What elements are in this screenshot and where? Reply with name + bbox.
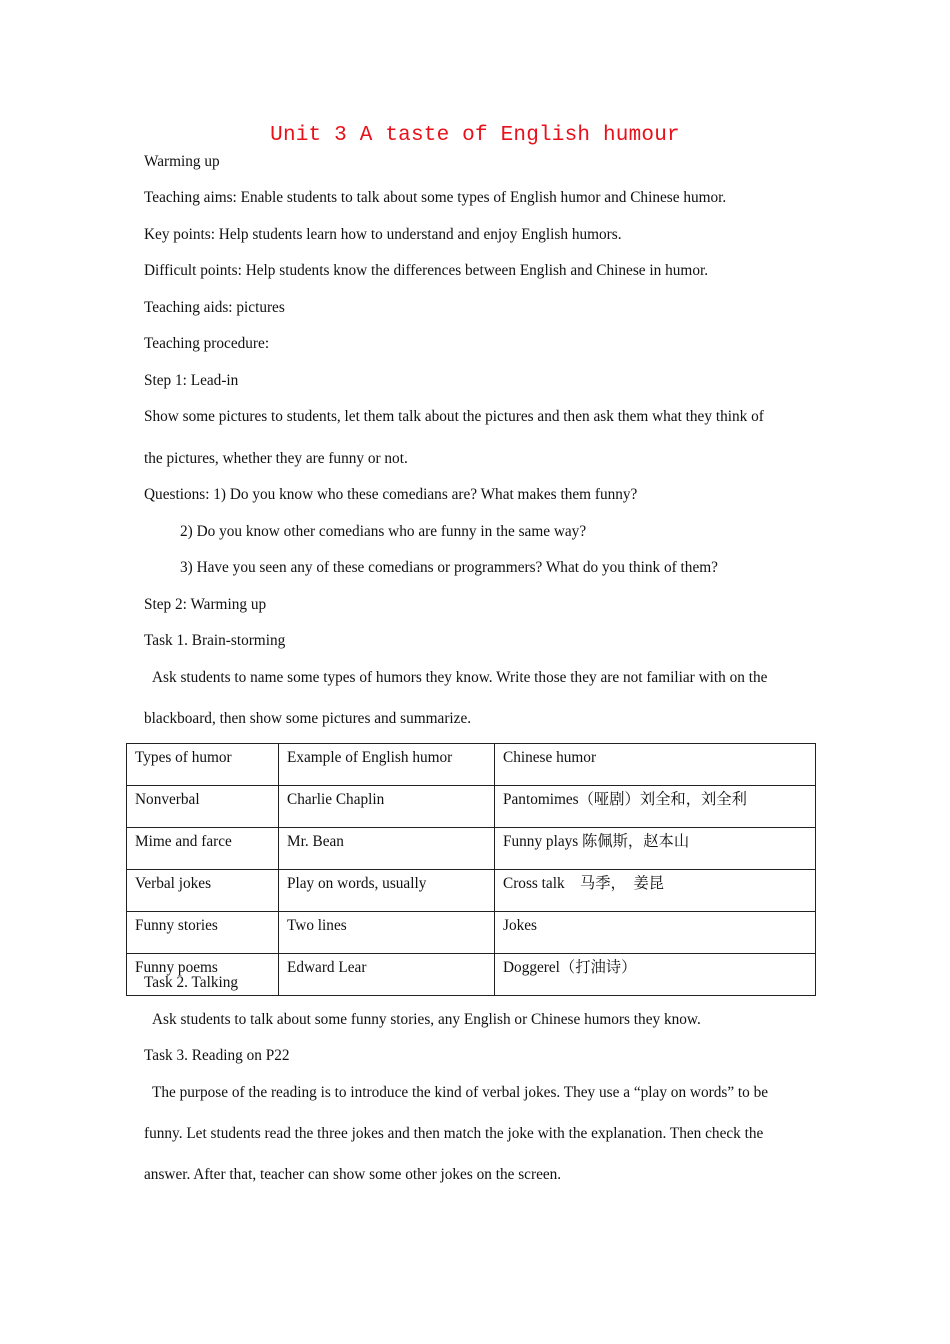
table-cell: Edward Lear — [279, 954, 495, 996]
table-row — [127, 828, 816, 870]
table-cell: Charlie Chaplin — [279, 786, 495, 828]
table-cell: Pantomimes（哑剧）刘全和，刘全利 — [495, 786, 816, 828]
question-1: Questions: 1) Do you know who these comedians are? What makes them funny? — [144, 486, 638, 503]
step2-heading: Step 2: Warming up — [144, 596, 267, 613]
document-title: Unit 3 A taste of English humour — [270, 124, 680, 147]
task3-text-line-3: answer. After that, teacher can show some other jokes on the screen. — [144, 1166, 562, 1183]
table-cell: Cross talk 马季， 姜昆 — [495, 870, 816, 912]
table-header-cell: Chinese humor — [495, 744, 816, 786]
teaching-aims: Teaching aims: Enable students to talk about some types of English humor and Chinese humor. — [144, 189, 727, 206]
table-cell: Jokes — [495, 912, 816, 954]
humor-types-table — [126, 743, 816, 996]
table-header-cell: Types of humor — [127, 744, 279, 786]
teaching-procedure: Teaching procedure: — [144, 335, 270, 352]
step1-text-line-1: Show some pictures to students, let them talk about the pictures and then ask them what they think of — [144, 408, 764, 425]
task1-heading: Task 1. Brain-storming — [144, 632, 286, 649]
question-2: 2) Do you know other comedians who are funny in the same way? — [180, 523, 587, 540]
teaching-aids: Teaching aids: pictures — [144, 299, 285, 316]
task2-text: Ask students to talk about some funny stories, any English or Chinese humors they know. — [152, 1011, 701, 1028]
difficult-points: Difficult points: Help students know the differences between English and Chinese in humor. — [144, 262, 709, 279]
question-3: 3) Have you seen any of these comedians or programmers? What do you think of them? — [180, 559, 718, 576]
table-header-row — [127, 744, 816, 786]
table-cell: Verbal jokes — [127, 870, 279, 912]
warming-up-heading: Warming up — [144, 153, 220, 170]
table-cell: Funny plays 陈佩斯，赵本山 — [495, 828, 816, 870]
table-cell: Mr. Bean — [279, 828, 495, 870]
table-row — [127, 786, 816, 828]
table-cell: Two lines — [279, 912, 495, 954]
task3-text-line-1: The purpose of the reading is to introduce the kind of verbal jokes. They use a “play on words” to be — [152, 1084, 769, 1101]
table-row — [127, 912, 816, 954]
step1-text-line-2: the pictures, whether they are funny or not. — [144, 450, 408, 467]
table-cell: Play on words, usually — [279, 870, 495, 912]
task3-text-line-2: funny. Let students read the three jokes and then match the joke with the explanation. Then check the — [144, 1125, 764, 1142]
step1-heading: Step 1: Lead-in — [144, 372, 239, 389]
key-points: Key points: Help students learn how to understand and enjoy English humors. — [144, 226, 622, 243]
table-cell: Funny stories — [127, 912, 279, 954]
table-cell: Nonverbal — [127, 786, 279, 828]
table-cell: Doggerel（打油诗） — [495, 954, 816, 996]
table-cell: Mime and farce — [127, 828, 279, 870]
task1-text-line-2: blackboard, then show some pictures and summarize. — [144, 710, 472, 727]
table-row — [127, 870, 816, 912]
task1-text-line-1: Ask students to name some types of humors they know. Write those they are not familiar with on the — [152, 669, 768, 686]
table-header-cell: Example of English humor — [279, 744, 495, 786]
task2-heading: Task 2. Talking — [144, 974, 239, 991]
table-cell: Funny poems — [127, 954, 279, 996]
task3-heading: Task 3. Reading on P22 — [144, 1047, 290, 1064]
